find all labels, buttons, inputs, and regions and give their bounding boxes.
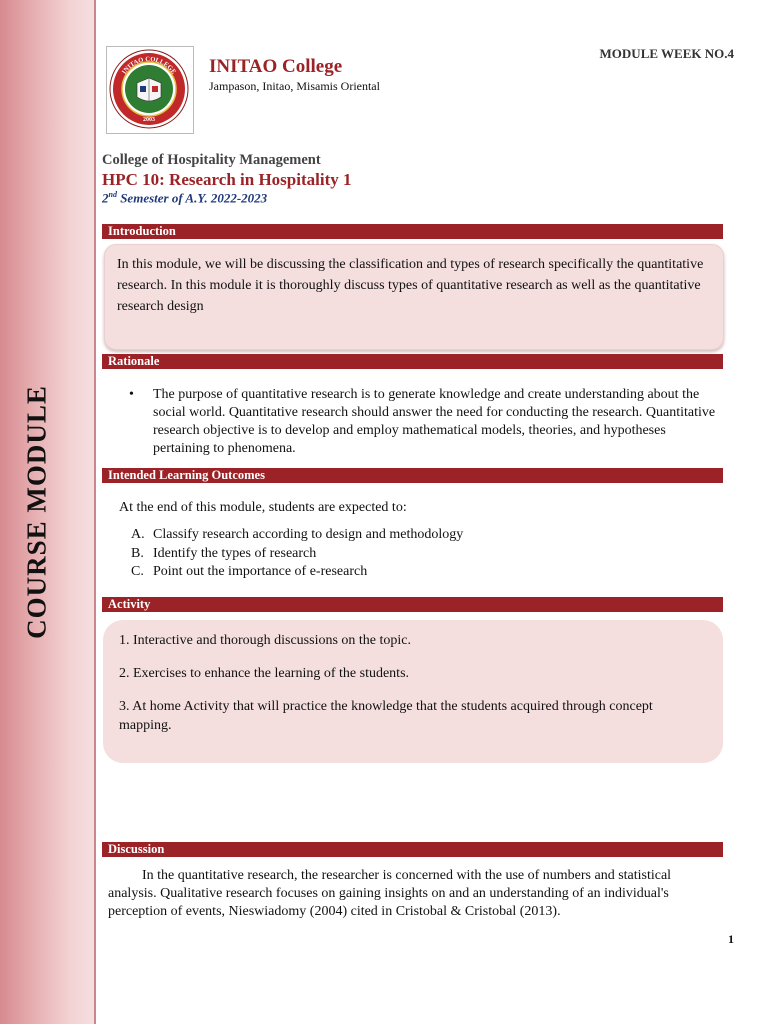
college-logo (106, 46, 194, 134)
sidebar-band (0, 0, 96, 1024)
introduction-box (104, 244, 724, 350)
module-week-label: MODULE WEEK NO.4 (599, 46, 734, 61)
learning-outcomes-heading: Intended Learning Outcomes (102, 468, 723, 483)
logo-year: 2003 (143, 117, 155, 123)
department-name: College of Hospitality Management (102, 152, 321, 168)
semester-ordinal: 2 (102, 190, 109, 206)
list-item-letter: C. (131, 564, 144, 579)
learning-outcomes-intro: At the end of this module, students are expected to: (119, 500, 407, 515)
bullet-icon: • (129, 387, 134, 402)
semester-text: Semester of A.Y. 2022-2023 (116, 190, 268, 206)
activity-heading: Activity (102, 597, 723, 612)
rationale-text: The purpose of quantitative research is to generate knowledge and create understanding about the social world. Quantitative research should answer the need for conducting the research. Quantitative research objective is to develop and employ mathematical models, theories, and hypotheses pertaining to phenomena. (153, 387, 716, 456)
course-module-label: COURSE MODULE (21, 385, 52, 639)
list-item-text: Classify research according to design and methodology (153, 527, 464, 542)
activity-item: 3. At home Activity that will practice the knowledge that the students acquired through concept mapping. (119, 699, 653, 733)
list-item-text: Point out the importance of e-research (153, 564, 368, 579)
activity-item: 2. Exercises to enhance the learning of the students. (119, 666, 410, 681)
college-name: INITAO College (209, 56, 343, 77)
learning-outcomes-list (131, 526, 463, 582)
discussion-heading: Discussion (102, 842, 723, 857)
list-item (131, 545, 463, 564)
college-seal-icon (107, 47, 191, 131)
introduction-text: In this module, we will be discussing the classification and types of research specifically the quantitative research. In this module it is thoroughly discuss types of quantitative research as well as the quantitative research design (117, 257, 704, 314)
list-item (131, 563, 463, 582)
list-item-letter: A. (131, 527, 145, 542)
page-number: 1 (728, 932, 734, 946)
list-item-letter: B. (131, 545, 144, 561)
college-address: Jampason, Initao, Misamis Oriental (209, 79, 380, 93)
rationale-bullet-item (130, 386, 720, 458)
list-item (131, 526, 463, 545)
list-item-text: Identify the types of research (153, 545, 317, 561)
course-title: HPC 10: Research in Hospitality 1 (102, 170, 352, 189)
semester-label (102, 190, 267, 206)
semester-ordinal-suffix: nd (108, 190, 117, 199)
discussion-text: In the quantitative research, the researcher is concerned with the use of numbers and statistical analysis. Qualitative research focuses on gaining insights on and an understanding of an individual's perception of events, Nieswiadomy (2004) cited in Cristobal & Cristobal (2013). (108, 868, 672, 919)
rationale-heading: Rationale (102, 354, 723, 369)
activity-item: 1. Interactive and thorough discussions on the topic. (119, 633, 411, 648)
introduction-heading: Introduction (102, 224, 723, 239)
activity-box (103, 620, 723, 763)
logo-seal-text: INITAO COLLEGE (120, 55, 178, 76)
